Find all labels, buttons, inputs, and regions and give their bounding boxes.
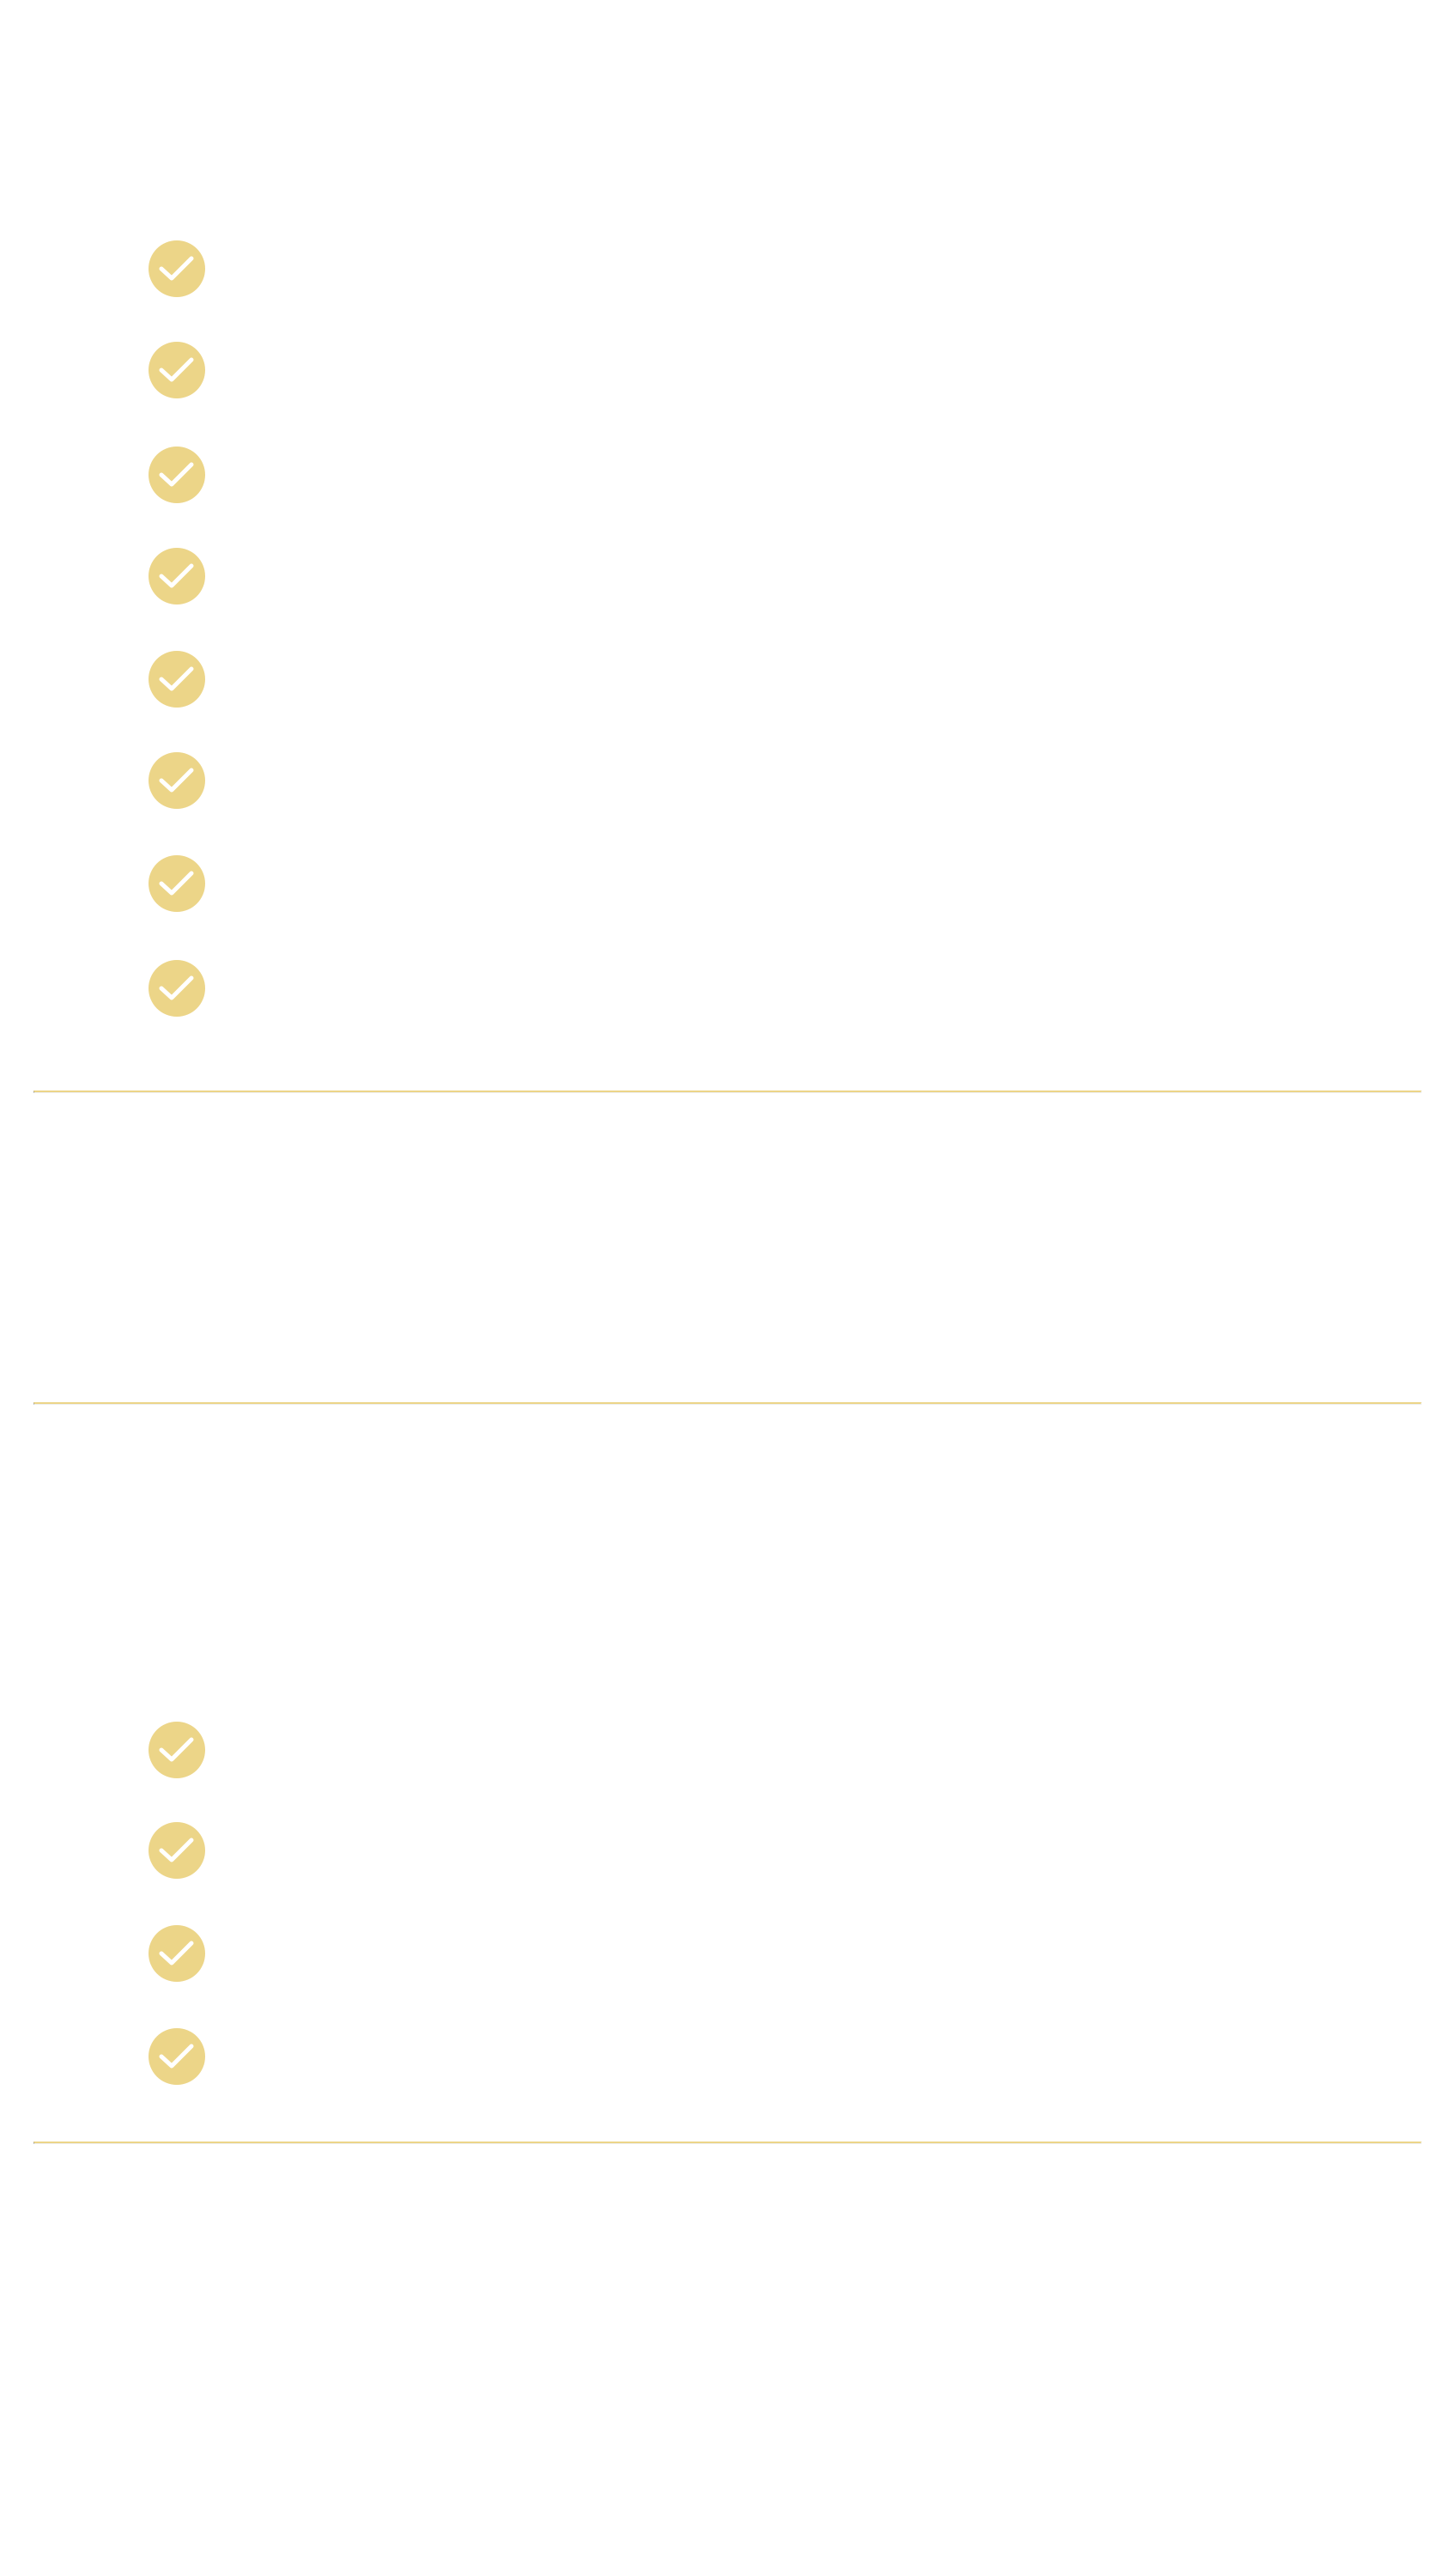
section-divider: [33, 2142, 1422, 2144]
section-divider: [33, 1402, 1422, 1405]
check-circle-icon: [149, 447, 205, 503]
list-item: [149, 1722, 205, 1778]
check-circle-icon: [149, 752, 205, 809]
check-circle-icon: [149, 960, 205, 1017]
check-circle-icon: [149, 1722, 205, 1778]
list-item: [149, 2028, 205, 2085]
check-circle-icon: [149, 548, 205, 605]
list-item: [149, 1822, 205, 1879]
check-circle-icon: [149, 2028, 205, 2085]
list-item: [149, 240, 205, 297]
section-divider: [33, 1091, 1422, 1093]
list-item: [149, 1925, 205, 1982]
check-circle-icon: [149, 651, 205, 708]
check-circle-icon: [149, 855, 205, 912]
check-circle-icon: [149, 240, 205, 297]
list-item: [149, 960, 205, 1017]
list-item: [149, 447, 205, 503]
list-item: [149, 548, 205, 605]
list-item: [149, 752, 205, 809]
list-item: [149, 855, 205, 912]
list-item: [149, 342, 205, 398]
check-circle-icon: [149, 1925, 205, 1982]
check-circle-icon: [149, 1822, 205, 1879]
list-item: [149, 651, 205, 708]
check-circle-icon: [149, 342, 205, 398]
